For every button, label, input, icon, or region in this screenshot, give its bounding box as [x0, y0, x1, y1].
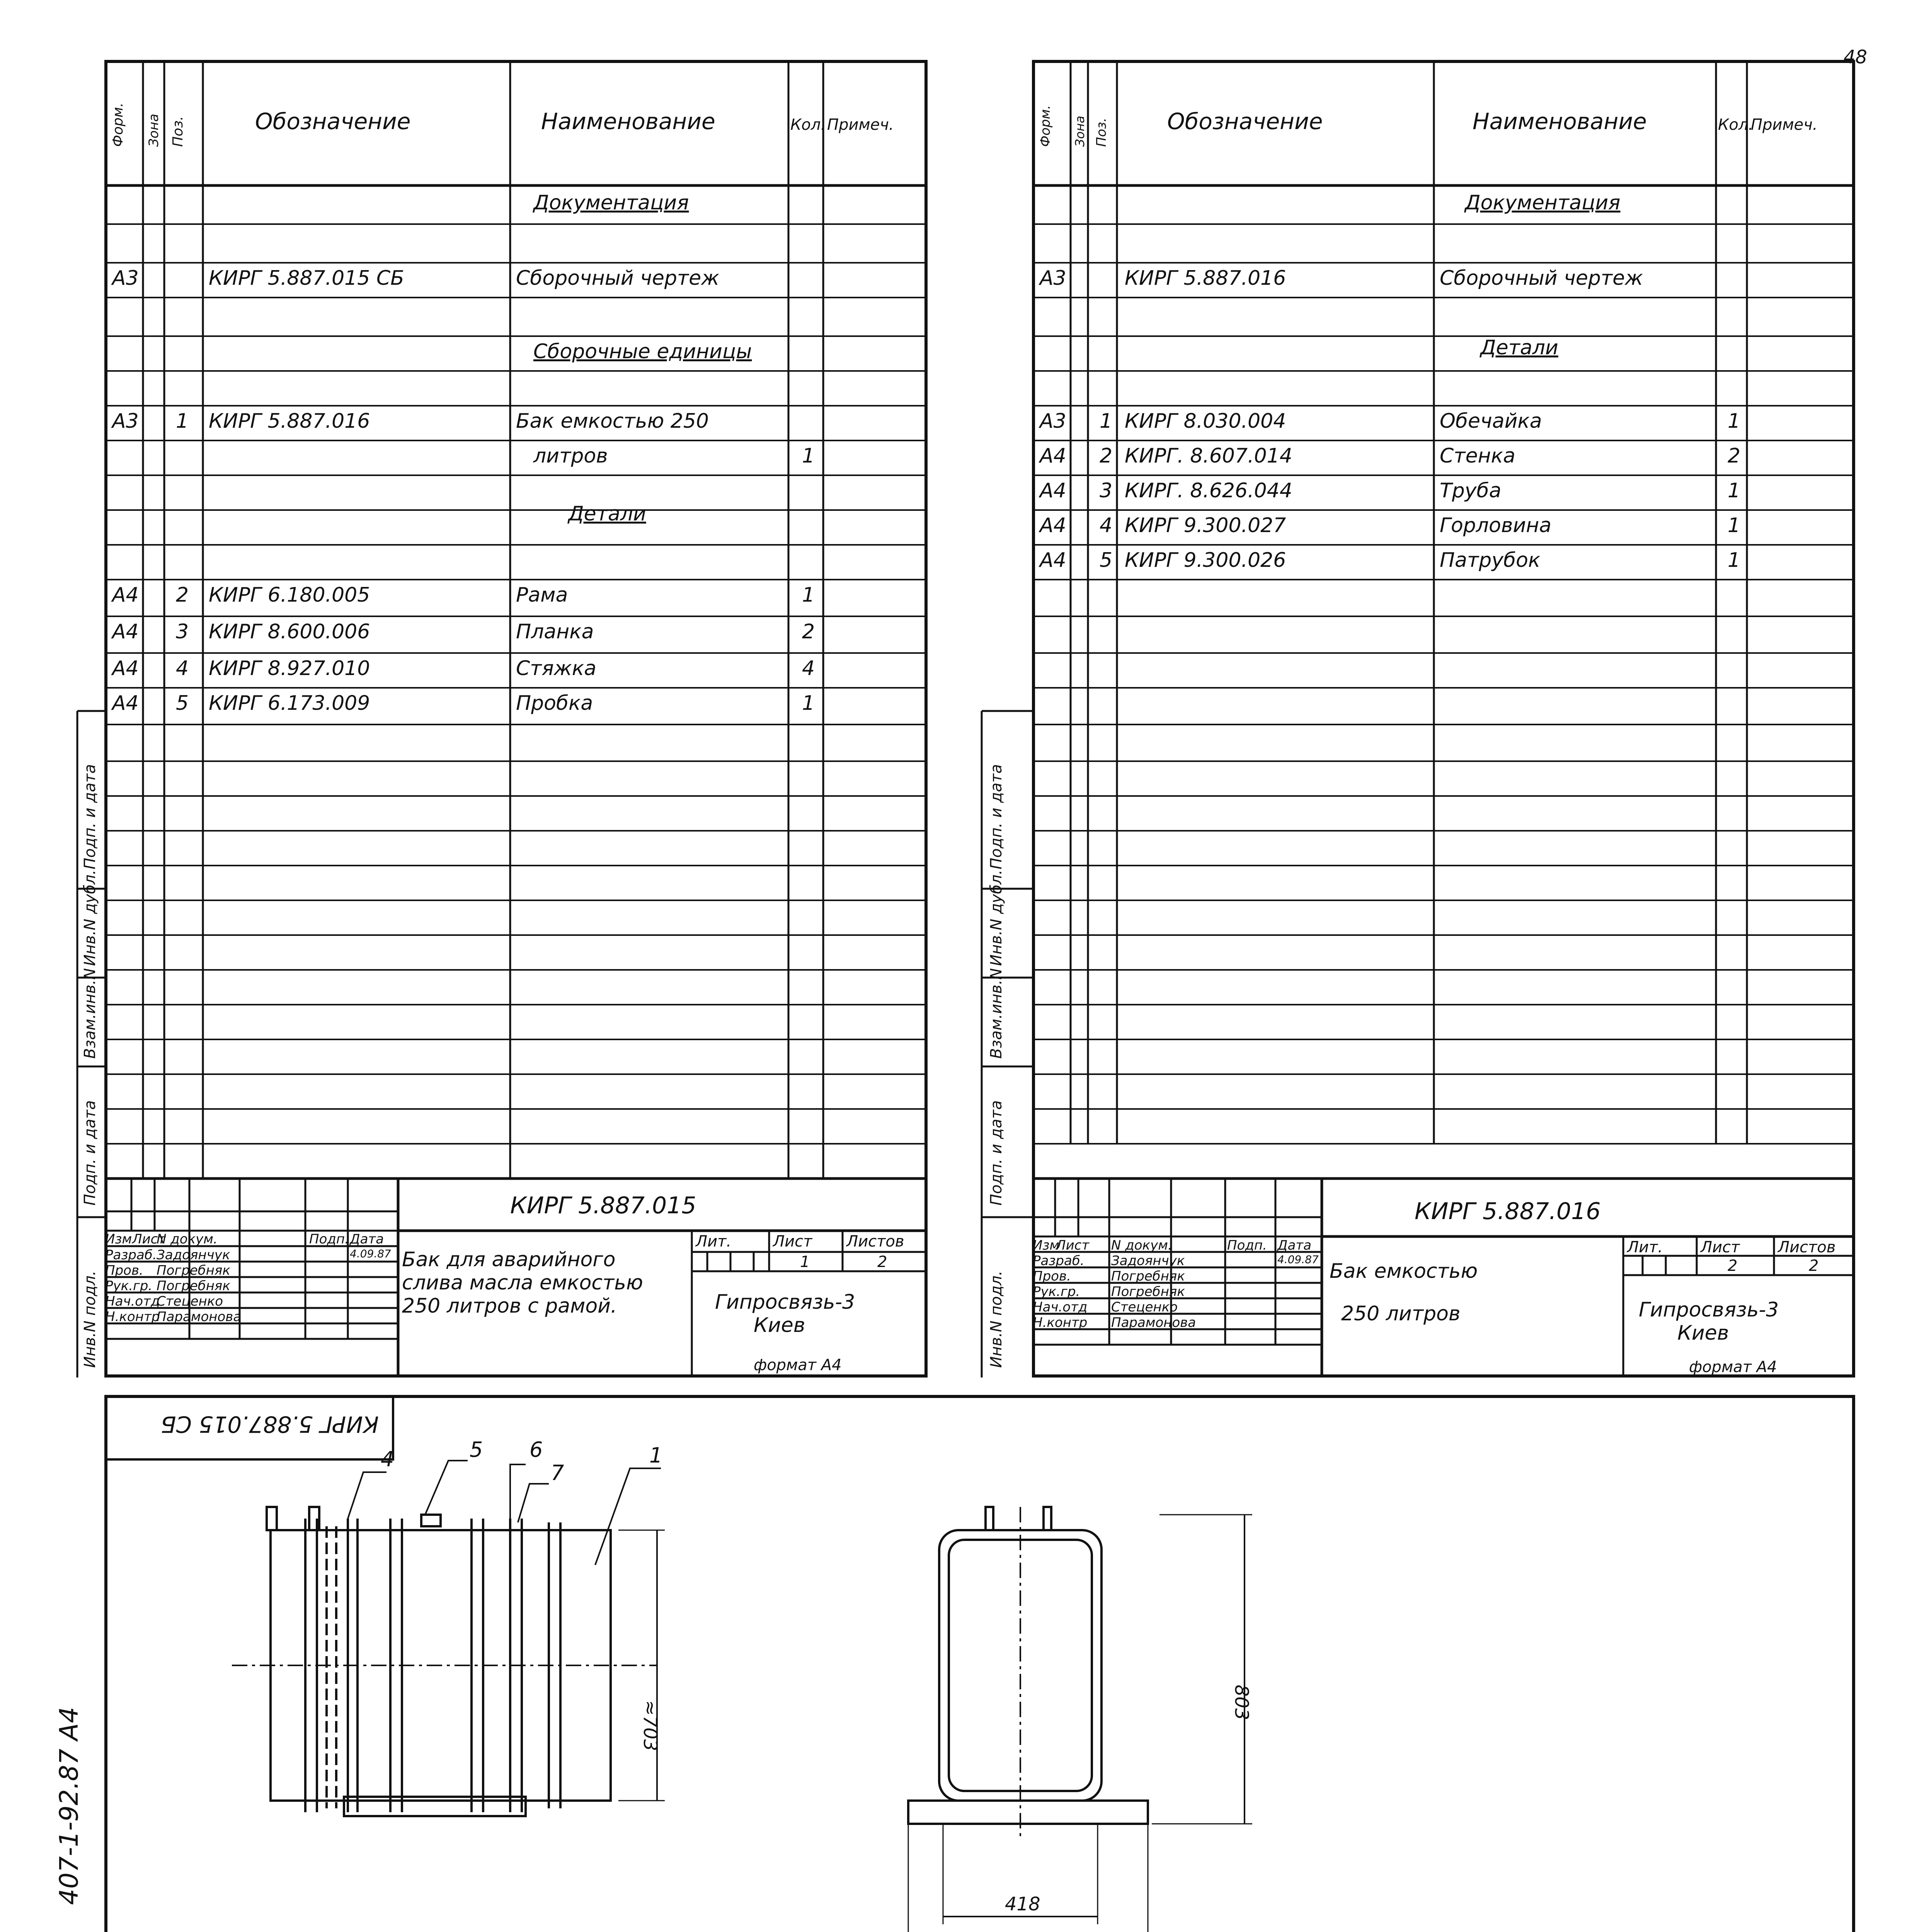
spec2-part-designation: КИРГ 8.030.004	[1125, 410, 1286, 433]
stamp-name: Погребняк	[157, 1278, 230, 1294]
dim-418: 418	[1005, 1893, 1040, 1915]
spec1-stamp-org: Гипросвязь-3	[715, 1291, 855, 1314]
spec2-stamp-code: КИРГ 5.887.016	[1415, 1198, 1601, 1225]
stamp-col-date: Дата	[1277, 1238, 1312, 1253]
stamp-role: Разраб.	[1033, 1253, 1084, 1269]
spec2-part-name: Стенка	[1440, 444, 1515, 468]
stamp-role: Нач.отд	[105, 1294, 160, 1309]
spec1-part-designation: КИРГ 6.173.009	[209, 692, 370, 715]
spec2-stamp-lit: Лит.	[1627, 1238, 1663, 1256]
stamp-name: Стеценко	[157, 1294, 223, 1309]
spec1-part-pos: 3	[176, 620, 189, 643]
spec1-format: формат А4	[754, 1356, 842, 1374]
spec2-part-designation: КИРГ. 8.626.044	[1125, 479, 1292, 502]
spec2-part-qty: 1	[1728, 479, 1741, 502]
spec2-part-name: Горловина	[1440, 514, 1552, 537]
spec2-stamp-title-2: 250 литров	[1341, 1302, 1461, 1325]
stamp-name: Задоянчук	[1111, 1253, 1185, 1269]
stamp-col-izm: Изм	[105, 1231, 132, 1247]
spec2-stamp-sheets-no: 2	[1809, 1257, 1819, 1275]
spec2-part-qty: 2	[1728, 444, 1741, 468]
spec2-side-label: Инв.N подл.	[987, 1270, 1005, 1368]
spec1-part-qty: 1	[802, 692, 815, 715]
spec1-part-name: Планка	[516, 620, 594, 643]
spec1-section-parts: Детали	[568, 502, 646, 526]
spec2-part-format: А4	[1040, 479, 1066, 502]
spec2-part-qty: 1	[1728, 514, 1741, 537]
spec2-stamp-sheets: Листов	[1778, 1238, 1836, 1256]
spec1-unit-name-1: Бак емкостью 250	[516, 410, 709, 433]
spec1-part-format: А4	[112, 620, 139, 643]
spec1-side-label: Взам.инв.N	[81, 968, 99, 1059]
spec1-part-name: Стяжка	[516, 657, 596, 680]
spec2-part-format: А4	[1040, 444, 1066, 468]
stamp-col-doc: N докум.	[1111, 1238, 1172, 1253]
stamp-col-list: Лист	[1056, 1238, 1090, 1253]
spec2-side-label: Подп. и дата	[987, 764, 1005, 869]
spec2-part-format: А3	[1040, 410, 1066, 433]
spec2-stamp-title-1: Бак емкостью	[1330, 1260, 1478, 1283]
stamp-name: Задоянчук	[157, 1247, 230, 1263]
spec2-part-designation: КИРГ. 8.607.014	[1125, 444, 1292, 468]
callout-6: 6	[529, 1437, 543, 1462]
stamp-name: Парамонова	[157, 1309, 242, 1325]
spec1-stamp-sheet-no: 1	[800, 1253, 810, 1271]
spec1-unit-designation: КИРГ 5.887.016	[209, 410, 370, 433]
stamp-col-izm: Изм	[1033, 1238, 1060, 1253]
page-number: 48	[1844, 46, 1868, 68]
spec1-side-label: Инв.N подл.	[81, 1270, 99, 1368]
spec2-part-qty: 1	[1728, 549, 1741, 572]
spec1-section-docs: Документация	[533, 191, 689, 214]
spec2-part-qty: 1	[1728, 410, 1741, 433]
spec1-part-format: А4	[112, 583, 139, 607]
spec1-stamp-title-3: 250 литров с рамой.	[402, 1294, 617, 1318]
stamp-col-sign: Подп.	[1227, 1238, 1267, 1253]
stamp-name: Погребняк	[1111, 1284, 1185, 1299]
spec2-part-name: Обечайка	[1440, 410, 1542, 433]
stamp-name: Погребняк	[1111, 1269, 1185, 1284]
spec2-part-format: А4	[1040, 549, 1066, 572]
spec2-section-docs: Документация	[1465, 191, 1621, 214]
drawing-frame	[104, 1395, 1855, 1932]
spec2-header-qty: Кол.	[1718, 116, 1754, 134]
spec1-header-designation: Обозначение	[255, 108, 411, 134]
spec2-stamp-sheet: Лист	[1701, 1238, 1740, 1256]
spec1-stamp-sheets-no: 2	[877, 1253, 887, 1271]
spec1-unit-name-2: литров	[533, 444, 608, 468]
callout-4: 4	[381, 1447, 394, 1471]
stamp-name: Погребняк	[157, 1263, 230, 1278]
spec1-part-designation: КИРГ 6.180.005	[209, 583, 370, 607]
spec1-doc-designation: КИРГ 5.887.015 СБ	[209, 267, 404, 290]
spec1-stamp-code: КИРГ 5.887.015	[510, 1192, 696, 1219]
stamp-role: Рук.гр.	[1033, 1284, 1080, 1299]
stamp-col-date: Дата	[350, 1231, 384, 1247]
stamp-role: Пров.	[1033, 1269, 1071, 1284]
spec1-unit-pos: 1	[176, 410, 189, 433]
spec1-section-units: Сборочные единицы	[533, 340, 752, 363]
spec2-header-note: Примеч.	[1751, 116, 1818, 134]
spec1-stamp-sheet: Лист	[773, 1233, 812, 1250]
spec2-frame	[1032, 60, 1855, 1378]
spec2-part-pos: 2	[1100, 444, 1113, 468]
spec1-stamp-title-1: Бак для аварийного	[402, 1248, 616, 1271]
spec1-stamp-city: Киев	[754, 1314, 805, 1337]
spec1-header-pos: Поз.	[170, 116, 186, 147]
stamp-role: Пров.	[105, 1263, 143, 1278]
stamp-role: Н.контр	[1033, 1315, 1088, 1330]
stamp-col-doc: N докум.	[157, 1231, 218, 1247]
spec1-unit-qty: 1	[802, 444, 815, 468]
spec1-part-designation: КИРГ 8.927.010	[209, 657, 370, 680]
spec2-part-pos: 1	[1100, 410, 1113, 433]
spec1-part-pos: 2	[176, 583, 189, 607]
stamp-role: Нач.отд	[1033, 1299, 1088, 1315]
spec2-part-designation: КИРГ 9.300.026	[1125, 549, 1286, 572]
stamp-name: Парамонова	[1111, 1315, 1196, 1330]
spec1-part-qty: 4	[802, 657, 815, 680]
spec1-header-qty: Кол.	[790, 116, 826, 134]
stamp-name: Стеценко	[1111, 1299, 1178, 1315]
spec1-frame	[104, 60, 928, 1378]
spec2-part-name: Труба	[1440, 479, 1502, 502]
spec1-part-qty: 1	[802, 583, 815, 607]
dim-703: ≈703	[639, 1700, 661, 1751]
spec1-part-pos: 5	[176, 692, 189, 715]
spec2-doc-designation: КИРГ 5.887.016	[1125, 267, 1286, 290]
spec2-stamp-sheet-no: 2	[1728, 1257, 1738, 1275]
spec2-side-label: Взам.инв.N	[987, 968, 1005, 1059]
spec1-header-format: Форм.	[110, 102, 126, 147]
document-number: 407-1-92.87 А4	[54, 1707, 84, 1905]
spec2-part-pos: 5	[1100, 549, 1113, 572]
spec1-part-name: Рама	[516, 583, 568, 607]
spec1-part-qty: 2	[802, 620, 815, 643]
spec2-header-format: Форм.	[1038, 105, 1053, 147]
spec2-part-pos: 3	[1100, 479, 1113, 502]
spec2-side-label: Подп. и дата	[987, 1100, 1005, 1206]
spec1-stamp-title-2: слива масла емкостью	[402, 1271, 643, 1294]
stamp-col-sign: Подп.	[309, 1231, 349, 1247]
spec2-doc-name: Сборочный чертеж	[1440, 267, 1643, 290]
spec1-header-note: Примеч.	[827, 116, 894, 134]
spec2-header-zone: Зона	[1073, 116, 1087, 147]
spec1-side-label: Инв.N дубл.	[81, 869, 99, 966]
stamp-date: 4.09.87	[350, 1247, 391, 1260]
stamp-col-list: Лист	[132, 1231, 166, 1247]
spec1-part-format: А4	[112, 657, 139, 680]
spec1-part-designation: КИРГ 8.600.006	[209, 620, 370, 643]
spec1-part-pos: 4	[176, 657, 189, 680]
dim-803: 803	[1231, 1685, 1252, 1720]
spec1-side-label: Подп. и дата	[81, 1100, 99, 1206]
spec1-part-format: А4	[112, 692, 139, 715]
spec1-doc-name: Сборочный чертеж	[516, 267, 719, 290]
callout-5: 5	[470, 1437, 483, 1462]
spec2-side-label: Инв.N дубл.	[987, 869, 1005, 966]
spec2-format: формат А4	[1689, 1358, 1777, 1376]
spec1-stamp-lit: Лит.	[696, 1233, 732, 1250]
spec1-header-name: Наименование	[541, 108, 715, 134]
spec2-part-name: Патрубок	[1440, 549, 1541, 572]
callout-1: 1	[649, 1443, 663, 1468]
rotated-code: КИРГ 5.887.015 СБ	[160, 1411, 379, 1437]
spec2-header-pos: Поз.	[1094, 117, 1109, 147]
stamp-role: Н.контр	[105, 1309, 160, 1325]
stamp-role: Разраб.	[105, 1247, 157, 1263]
spec2-doc-format: А3	[1040, 267, 1066, 290]
spec1-doc-format: А3	[112, 267, 139, 290]
stamp-date: 4.09.87	[1277, 1253, 1319, 1266]
callout-7: 7	[551, 1461, 564, 1485]
spec2-header-designation: Обозначение	[1167, 108, 1323, 134]
spec1-side-label: Подп. и дата	[81, 764, 99, 869]
spec2-header-name: Наименование	[1473, 108, 1647, 134]
stamp-role: Рук.гр.	[105, 1278, 153, 1294]
spec1-header-zone: Зона	[146, 114, 162, 147]
spec2-section-parts: Детали	[1480, 336, 1558, 359]
spec2-stamp-org: Гипросвязь-3	[1639, 1298, 1779, 1321]
spec2-part-pos: 4	[1100, 514, 1113, 537]
spec2-part-designation: КИРГ 9.300.027	[1125, 514, 1286, 537]
spec2-part-format: А4	[1040, 514, 1066, 537]
spec1-unit-format: А3	[112, 410, 139, 433]
spec1-stamp-sheets: Листов	[846, 1233, 904, 1250]
spec2-stamp-city: Киев	[1677, 1321, 1729, 1345]
spec1-part-name: Пробка	[516, 692, 593, 715]
